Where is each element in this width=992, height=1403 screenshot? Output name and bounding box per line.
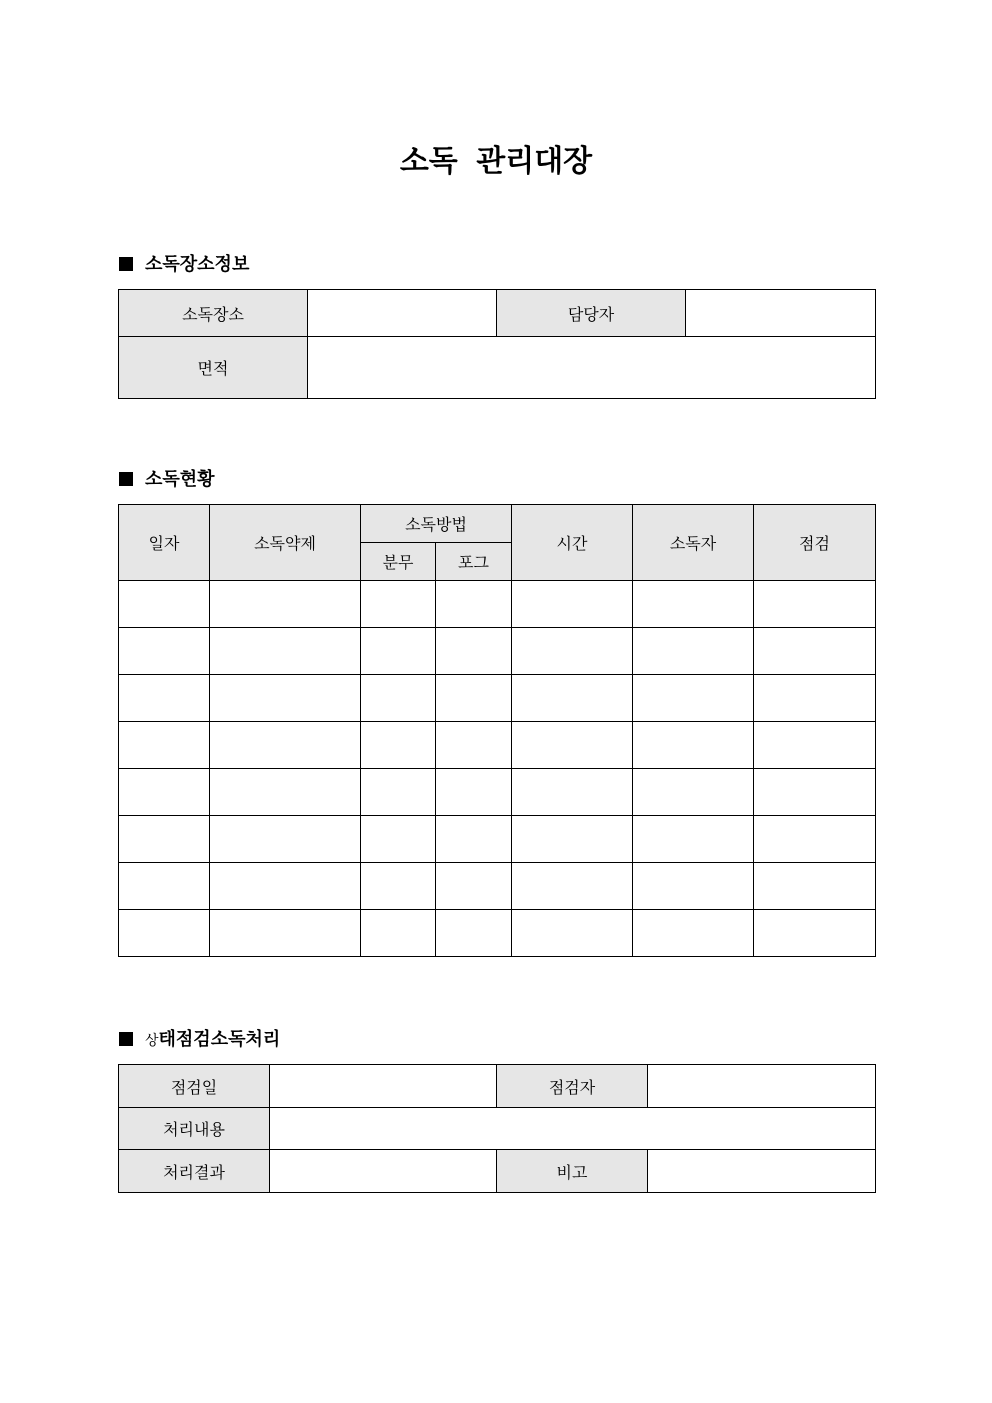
result-field[interactable] (270, 1150, 497, 1193)
status-table-body (119, 581, 876, 957)
place-field[interactable] (308, 290, 497, 337)
spray-cell[interactable] (361, 722, 436, 769)
manager-field[interactable] (686, 290, 876, 337)
spray-header: 분무 (361, 543, 436, 581)
check-cell[interactable] (754, 816, 876, 863)
fog-cell[interactable] (436, 628, 512, 675)
spray-cell[interactable] (361, 910, 436, 957)
table-row (119, 769, 876, 816)
date-cell[interactable] (119, 581, 210, 628)
area-label: 면적 (119, 337, 308, 399)
agent-cell[interactable] (210, 816, 361, 863)
inspect-date-label: 점검일 (119, 1065, 270, 1108)
operator-cell[interactable] (633, 581, 754, 628)
check-cell[interactable] (754, 628, 876, 675)
status-heading-text: 소독현황 (145, 469, 215, 490)
fog-cell[interactable] (436, 675, 512, 722)
time-cell[interactable] (512, 581, 633, 628)
agent-cell[interactable] (210, 628, 361, 675)
status-heading (119, 469, 215, 491)
spray-cell[interactable] (361, 769, 436, 816)
operator-cell[interactable] (633, 910, 754, 957)
table-row (119, 628, 876, 675)
fog-cell[interactable] (436, 581, 512, 628)
area-field[interactable] (308, 337, 876, 399)
table-row (119, 581, 876, 628)
time-cell[interactable] (512, 863, 633, 910)
square-bullet-icon (119, 472, 133, 486)
agent-header: 소독약제 (210, 505, 361, 581)
agent-cell[interactable] (210, 910, 361, 957)
fog-cell[interactable] (436, 722, 512, 769)
check-cell[interactable] (754, 581, 876, 628)
table-row (119, 722, 876, 769)
date-cell[interactable] (119, 722, 210, 769)
time-cell[interactable] (512, 722, 633, 769)
inspector-field[interactable] (648, 1065, 876, 1108)
table-row (119, 816, 876, 863)
check-cell[interactable] (754, 863, 876, 910)
location-info-heading-text: 소독장소정보 (145, 254, 250, 275)
location-info-heading (119, 254, 249, 276)
spray-cell[interactable] (361, 628, 436, 675)
check-cell[interactable] (754, 769, 876, 816)
result-label: 처리결과 (119, 1150, 270, 1193)
inspect-date-field[interactable] (270, 1065, 497, 1108)
agent-cell[interactable] (210, 722, 361, 769)
place-label: 소독장소 (119, 290, 308, 337)
date-cell[interactable] (119, 675, 210, 722)
location-info-table (118, 289, 876, 399)
agent-cell[interactable] (210, 581, 361, 628)
operator-cell[interactable] (633, 863, 754, 910)
date-cell[interactable] (119, 910, 210, 957)
fog-cell[interactable] (436, 910, 512, 957)
method-header: 소독방법 (361, 505, 512, 543)
date-cell[interactable] (119, 816, 210, 863)
date-cell[interactable] (119, 863, 210, 910)
status-table (118, 504, 876, 957)
operator-cell[interactable] (633, 628, 754, 675)
operator-header: 소독자 (633, 505, 754, 581)
time-cell[interactable] (512, 816, 633, 863)
inspection-heading-text: 태점검소독처리 (158, 1029, 281, 1050)
fog-cell[interactable] (436, 863, 512, 910)
spray-cell[interactable] (361, 581, 436, 628)
agent-cell[interactable] (210, 769, 361, 816)
time-cell[interactable] (512, 675, 633, 722)
date-cell[interactable] (119, 769, 210, 816)
inspector-label: 점검자 (497, 1065, 648, 1108)
agent-cell[interactable] (210, 863, 361, 910)
content-label: 처리내용 (119, 1108, 270, 1150)
square-bullet-icon (119, 1032, 133, 1046)
spray-cell[interactable] (361, 816, 436, 863)
time-cell[interactable] (512, 769, 633, 816)
fog-header: 포그 (436, 543, 512, 581)
time-header: 시간 (512, 505, 633, 581)
operator-cell[interactable] (633, 722, 754, 769)
check-cell[interactable] (754, 675, 876, 722)
table-row (119, 863, 876, 910)
spray-cell[interactable] (361, 863, 436, 910)
table-row (119, 675, 876, 722)
inspection-heading-prefix: 상 (145, 1033, 159, 1049)
operator-cell[interactable] (633, 675, 754, 722)
table-row (119, 910, 876, 957)
operator-cell[interactable] (633, 816, 754, 863)
document-title: 소독 관리대장 (399, 144, 593, 179)
date-cell[interactable] (119, 628, 210, 675)
fog-cell[interactable] (436, 769, 512, 816)
check-cell[interactable] (754, 722, 876, 769)
check-cell[interactable] (754, 910, 876, 957)
agent-cell[interactable] (210, 675, 361, 722)
spray-cell[interactable] (361, 675, 436, 722)
square-bullet-icon (119, 257, 133, 271)
manager-label: 담당자 (497, 290, 686, 337)
operator-cell[interactable] (633, 769, 754, 816)
time-cell[interactable] (512, 628, 633, 675)
time-cell[interactable] (512, 910, 633, 957)
inspection-heading (119, 1029, 280, 1052)
date-header: 일자 (119, 505, 210, 581)
fog-cell[interactable] (436, 816, 512, 863)
inspection-table (118, 1064, 876, 1193)
note-field[interactable] (648, 1150, 876, 1193)
note-label: 비고 (497, 1150, 648, 1193)
content-field[interactable] (270, 1108, 876, 1150)
check-header: 점검 (754, 505, 876, 581)
